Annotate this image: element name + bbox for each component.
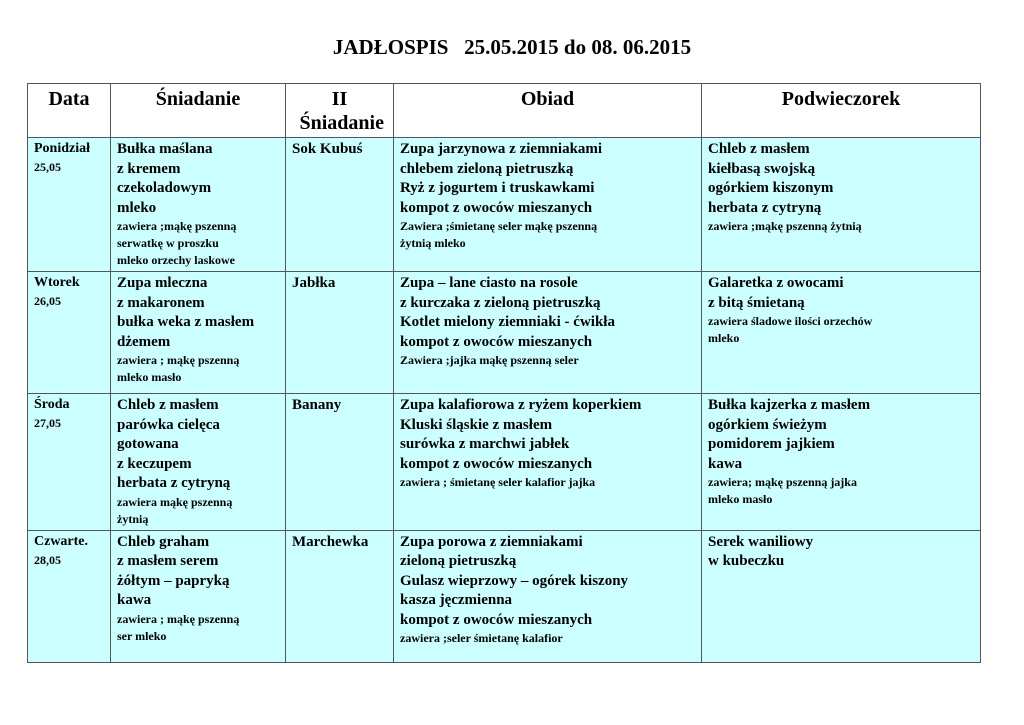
obiad-item: surówka z marchwi jabłek bbox=[400, 436, 570, 452]
obiad-item: Zupa – lane ciasto na rosole bbox=[400, 275, 578, 291]
sniadanie-item: kawa bbox=[117, 592, 152, 608]
podwieczorek-item: Chleb z masłem bbox=[708, 141, 810, 157]
ii-sniadanie-cell bbox=[286, 272, 394, 394]
sniadanie-cell bbox=[111, 138, 286, 272]
obiad-cell bbox=[394, 272, 702, 394]
sniadanie-allergen-info: mleko masło bbox=[117, 370, 182, 384]
obiad-allergen-info: Zawiera ;śmietanę seler mąkę pszenną bbox=[400, 219, 598, 233]
obiad-item: Zupa kalafiorowa z ryżem koperkiem bbox=[400, 397, 642, 413]
obiad-allergen-info: zawiera ; śmietanę seler kalafior jajka bbox=[400, 475, 596, 489]
header-ii-sniadanie-label: II Śniadanie bbox=[299, 88, 384, 134]
page-title: JADŁOSPIS 25.05.2015 do 08. 06.2015 bbox=[332, 35, 692, 59]
podwieczorek-item: ogórkiem kiszonym bbox=[708, 180, 834, 196]
day-date: 28,05 bbox=[34, 552, 61, 567]
ii-sniadanie-cell bbox=[286, 394, 394, 531]
day-name: Wtorek bbox=[34, 275, 80, 290]
sniadanie-item: Chleb graham bbox=[117, 533, 210, 550]
obiad-item: Kluski śląskie z masłem bbox=[400, 416, 553, 433]
podwieczorek-cell bbox=[702, 272, 981, 394]
sniadanie-cell bbox=[111, 272, 286, 394]
sniadanie-item: dżemem bbox=[117, 333, 171, 350]
ii-sniadanie-cell bbox=[286, 530, 394, 662]
obiad-item: kompot z owoców mieszanych bbox=[400, 455, 593, 472]
day-cell bbox=[28, 272, 111, 394]
obiad-allergen-info: zawiera ;seler śmietanę kalafior bbox=[400, 631, 563, 645]
podwieczorek-item: z bitą śmietaną bbox=[708, 294, 805, 311]
sniadanie-allergen-info: żytnią bbox=[117, 511, 149, 526]
obiad-allergen-info: Zawiera ;jajka mąkę pszenną seler bbox=[400, 353, 579, 367]
day-date: 25,05 bbox=[34, 160, 61, 174]
obiad-cell bbox=[394, 394, 702, 531]
obiad-item: z kurczaka z zieloną pietruszką bbox=[400, 294, 601, 311]
sniadanie-item: z masłem serem bbox=[117, 553, 219, 569]
sniadanie-allergen-info: zawiera ; mąkę pszenną bbox=[117, 611, 240, 626]
ii-sniadanie-item: Jabłka bbox=[292, 275, 336, 291]
obiad-item: Kotlet mielony ziemniaki - ćwikła bbox=[400, 314, 615, 330]
header-obiad: Obiad bbox=[394, 84, 702, 138]
sniadanie-allergen-info: serwatkę w proszku bbox=[117, 236, 219, 250]
obiad-item: Zupa jarzynowa z ziemniakami bbox=[400, 141, 603, 157]
table-row bbox=[28, 272, 981, 394]
podwieczorek-allergen-info: mleko bbox=[708, 331, 740, 345]
sniadanie-item: żółtym – papryką bbox=[117, 572, 230, 589]
obiad-item: zieloną pietruszką bbox=[400, 553, 517, 569]
sniadanie-item: Chleb z masłem bbox=[117, 397, 219, 413]
obiad-item: kompot z owoców mieszanych bbox=[400, 333, 593, 350]
header-data: Data bbox=[28, 84, 111, 138]
sniadanie-allergen-info: zawiera ;mąkę pszenną bbox=[117, 219, 237, 233]
podwieczorek-item: kiełbasą swojską bbox=[708, 160, 816, 177]
obiad-cell bbox=[394, 530, 702, 662]
podwieczorek-item: pomidorem jajkiem bbox=[708, 436, 835, 452]
obiad-item: kompot z owoców mieszanych bbox=[400, 611, 593, 628]
day-date: 26,05 bbox=[34, 294, 61, 308]
podwieczorek-item: Serek waniliowy bbox=[708, 533, 814, 550]
sniadanie-item: czekoladowym bbox=[117, 180, 212, 196]
podwieczorek-cell bbox=[702, 394, 981, 531]
podwieczorek-allergen-info: zawiera ;mąkę pszenną żytnią bbox=[708, 219, 862, 233]
podwieczorek-item: ogórkiem świeżym bbox=[708, 416, 827, 433]
podwieczorek-item: w kubeczku bbox=[708, 553, 785, 569]
sniadanie-allergen-info: mleko orzechy laskowe bbox=[117, 253, 235, 267]
day-name: Ponidział bbox=[34, 141, 91, 156]
sniadanie-item: parówka cielęca bbox=[117, 416, 220, 433]
podwieczorek-allergen-info: mleko masło bbox=[708, 492, 773, 506]
obiad-item: Ryż z jogurtem i truskawkami bbox=[400, 180, 595, 196]
day-name: Czwarte. bbox=[34, 533, 89, 549]
sniadanie-item: bułka weka z masłem bbox=[117, 314, 255, 330]
podwieczorek-item: kawa bbox=[708, 455, 743, 472]
ii-sniadanie-item: Sok Kubuś bbox=[292, 141, 363, 157]
ii-sniadanie-item: Banany bbox=[292, 397, 342, 413]
sniadanie-item: gotowana bbox=[117, 436, 179, 452]
sniadanie-item: z makaronem bbox=[117, 294, 205, 311]
sniadanie-allergen-info: zawiera mąkę pszenną bbox=[117, 494, 233, 509]
obiad-item: Gulasz wieprzowy – ogórek kiszony bbox=[400, 572, 629, 589]
obiad-item: chlebem zieloną pietruszką bbox=[400, 160, 574, 177]
ii-sniadanie-item: Marchewka bbox=[292, 533, 369, 550]
day-cell bbox=[28, 394, 111, 531]
header-podwieczorek: Podwieczorek bbox=[702, 84, 981, 138]
day-date: 27,05 bbox=[34, 416, 61, 430]
menu-table bbox=[27, 83, 981, 663]
obiad-item: kompot z owoców mieszanych bbox=[400, 199, 593, 216]
obiad-allergen-info: żytnią mleko bbox=[400, 236, 466, 250]
sniadanie-cell bbox=[111, 394, 286, 531]
header-sniadanie: Śniadanie bbox=[111, 84, 286, 138]
header-row bbox=[28, 84, 981, 138]
podwieczorek-item: herbata z cytryną bbox=[708, 199, 822, 216]
header-ii-sniadanie bbox=[286, 84, 394, 138]
sniadanie-allergen-info: zawiera ; mąkę pszenną bbox=[117, 353, 240, 367]
podwieczorek-item: Bułka kajzerka z masłem bbox=[708, 397, 871, 413]
podwieczorek-allergen-info: zawiera; mąkę pszenną jajka bbox=[708, 475, 857, 489]
sniadanie-item: z kremem bbox=[117, 160, 181, 177]
table-row bbox=[28, 138, 981, 272]
podwieczorek-cell bbox=[702, 530, 981, 662]
podwieczorek-item: Galaretka z owocami bbox=[708, 275, 844, 291]
obiad-item: Zupa porowa z ziemniakami bbox=[400, 533, 583, 550]
sniadanie-allergen-info: ser mleko bbox=[117, 628, 167, 643]
day-cell bbox=[28, 138, 111, 272]
obiad-cell bbox=[394, 138, 702, 272]
podwieczorek-cell bbox=[702, 138, 981, 272]
table-row bbox=[28, 394, 981, 531]
sniadanie-cell bbox=[111, 530, 286, 662]
day-cell bbox=[28, 530, 111, 662]
day-name: Środa bbox=[34, 397, 70, 412]
ii-sniadanie-cell bbox=[286, 138, 394, 272]
table-row bbox=[28, 530, 981, 662]
sniadanie-item: Zupa mleczna bbox=[117, 275, 208, 291]
podwieczorek-allergen-info: zawiera śladowe ilości orzechów bbox=[708, 314, 873, 328]
sniadanie-item: herbata z cytryną bbox=[117, 475, 231, 491]
sniadanie-item: mleko bbox=[117, 199, 157, 216]
sniadanie-item: Bułka maślana bbox=[117, 141, 213, 157]
sniadanie-item: z keczupem bbox=[117, 455, 192, 472]
obiad-item: kasza jęczmienna bbox=[400, 592, 513, 608]
